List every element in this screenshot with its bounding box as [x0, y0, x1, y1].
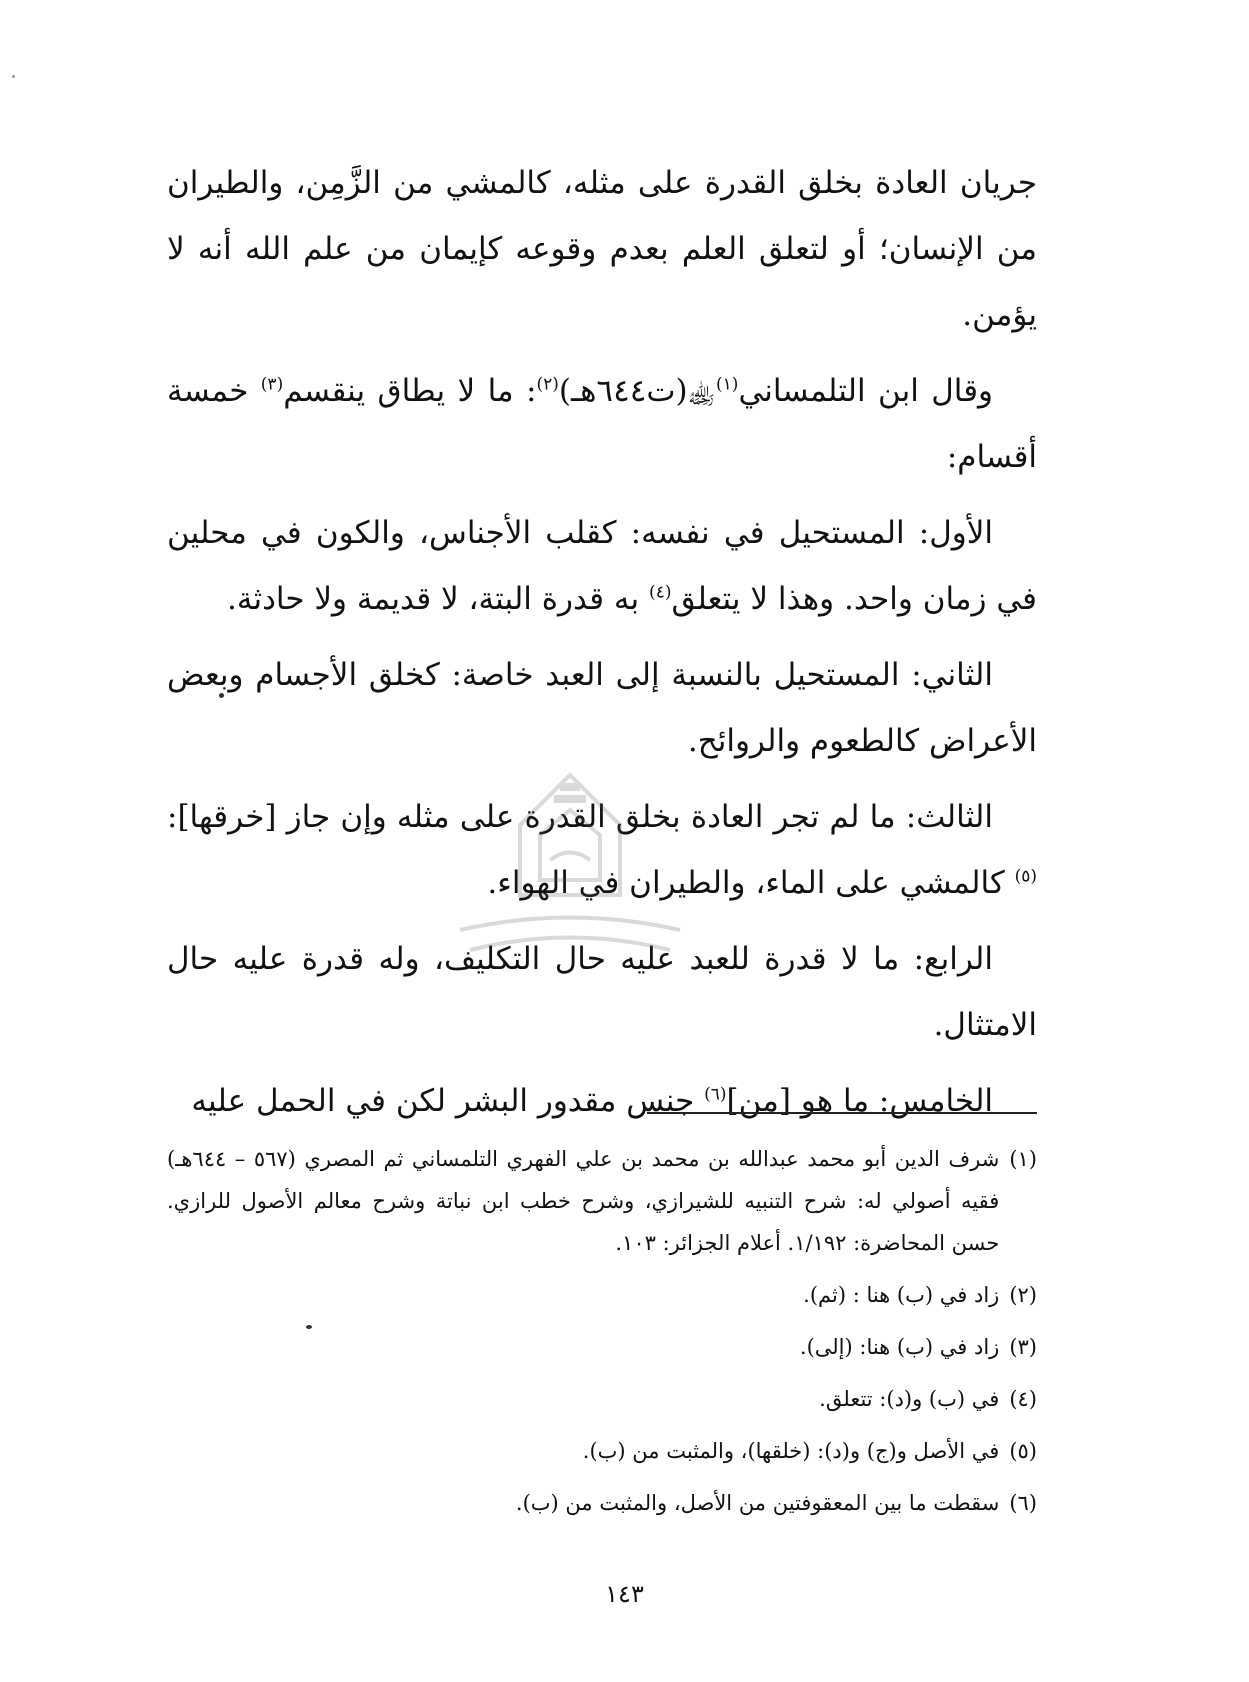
footnote-6 — [167, 1482, 1037, 1524]
death-date: (ت٦٤٤هـ) — [558, 373, 688, 409]
footnote-text: شرف الدين أبو محمد عبدالله بن محمد بن علي الفهري التلمساني ثم المصري (٥٦٧ – ٦٤٤هـ) فقيه أصولي له: شرح التنبيه للشيرازي، وشرح خطب ابن نباتة وشرح معالم الأصول للرازي. حسن المحاضرة: ١/١٩٢. أعلام الجزائر: ١٠٣. — [167, 1147, 1000, 1255]
paragraph-1-text: جريان العادة بخلق القدرة على مثله، كالمشي من الزَّمِن، والطيران من الإنسان؛ أو لتعلق العلم بعدم وقوعه كإيمان من علم الله أنه لا يؤمن. — [167, 165, 1037, 333]
footnote-ref-2[interactable]: (٢) — [536, 374, 559, 395]
footnote-divider — [647, 1112, 1037, 1114]
scan-speck — [219, 693, 224, 698]
footnote-3 — [167, 1326, 1037, 1368]
paragraph-3-text: الأول: المستحيل في نفسه: كقلب الأجناس، والكون في محلين في زمان واحد. وهذا لا يتعلق — [167, 515, 1037, 617]
footnote-text: زاد في (ب) هنا : (ثم). — [803, 1283, 1000, 1307]
footnote-1 — [167, 1138, 1037, 1264]
footnote-2 — [167, 1274, 1037, 1316]
footnotes — [167, 1138, 1037, 1534]
footnote-number: (٤) — [1009, 1387, 1037, 1411]
footnote-number: (٥) — [1009, 1439, 1037, 1463]
page-number: ١٤٣ — [605, 1580, 644, 1608]
footnote-number: (١) — [1009, 1147, 1037, 1171]
paragraph-7-text: الخامس: ما هو [من] — [726, 1083, 993, 1119]
footnote-text: في الأصل و(ج) و(د): (خلقها)، والمثبت من (ب). — [582, 1439, 1000, 1463]
footnote-number: (٢) — [1009, 1283, 1037, 1307]
paragraph-5-text: الثالث: ما لم تجر العادة بخلق القدرة على مثله وإن جاز [خرقها]: — [167, 799, 993, 835]
footnote-text: سقطت ما بين المعقوفتين من الأصل، والمثبت من (ب). — [515, 1491, 1000, 1515]
footnote-ref-3[interactable]: (٣) — [260, 374, 284, 395]
paragraph-7 — [167, 1068, 1037, 1134]
footnote-ref-1[interactable]: (١) — [716, 374, 739, 395]
paragraph-2-text-c: خمسة أقسام: — [167, 373, 1037, 475]
footnote-5 — [167, 1430, 1037, 1472]
paragraph-2-text-b: : ما لا يطاق ينقسم — [283, 373, 537, 409]
paragraph-3-text-b: به قدرة البتة، لا قديمة ولا حادثة. — [227, 581, 640, 617]
paragraph-4 — [167, 642, 1037, 774]
scan-speck — [306, 1325, 312, 1329]
honorific: ﵀ — [687, 373, 717, 409]
paragraph-6-text: الرابع: ما لا قدرة للعبد عليه حال التكليف، وله قدرة عليه حال الامتثال. — [167, 941, 1037, 1043]
paragraph-6 — [167, 926, 1037, 1058]
paragraph-1 — [167, 150, 1037, 348]
paragraph-7-text-b: جنس مقدور البشر لكن في الحمل عليه — [191, 1083, 695, 1119]
paragraph-5-text-b: كالمشي على الماء، والطيران في الهواء. — [487, 865, 1005, 901]
footnote-ref-5[interactable]: (٥) — [1014, 866, 1037, 887]
main-text — [167, 150, 1037, 1144]
footnote-ref-6[interactable]: (٦) — [704, 1084, 727, 1105]
footnote-text: زاد في (ب) هنا: (إلى). — [799, 1335, 1000, 1359]
footnote-number: (٣) — [1009, 1335, 1037, 1359]
paragraph-2 — [167, 358, 1037, 490]
footnote-4 — [167, 1378, 1037, 1420]
paragraph-3 — [167, 500, 1037, 632]
paragraph-2-text: وقال ابن التلمساني — [738, 373, 993, 409]
footnote-number: (٦) — [1009, 1491, 1037, 1515]
scan-speck — [12, 75, 15, 78]
footnote-text: في (ب) و(د): تتعلق. — [819, 1387, 1000, 1411]
footnote-ref-4[interactable]: (٤) — [649, 582, 672, 603]
paragraph-5 — [167, 784, 1037, 916]
paragraph-4-text: الثاني: المستحيل بالنسبة إلى العبد خاصة: كخلق الأجسام وبعض الأعراض كالطعوم والروائح. — [167, 657, 1037, 759]
